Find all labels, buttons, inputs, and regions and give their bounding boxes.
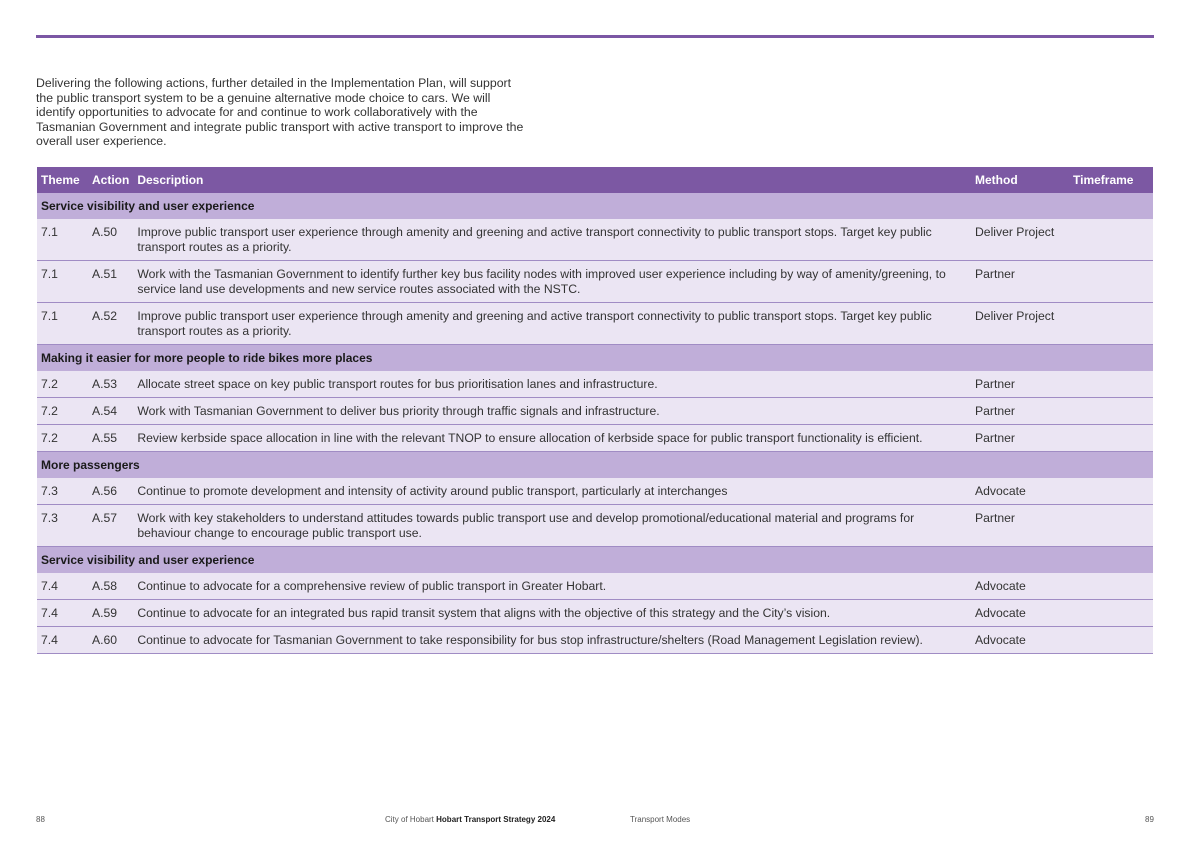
cell-action: A.56 xyxy=(88,478,133,505)
table-header-row xyxy=(37,167,1153,193)
table-row xyxy=(37,600,1153,627)
table-row xyxy=(37,219,1153,261)
intro-paragraph: Delivering the following actions, further detailed in the Implementation Plan, will support the public transport system to be a genuine alternative mode choice to cars. We will identify opportunities to advocate for and continue to work collaboratively with the Tasmanian Government and integrate public transport with active transport to improve the overall user experience. xyxy=(36,76,524,149)
cell-action: A.57 xyxy=(88,505,133,547)
cell-theme: 7.4 xyxy=(37,573,88,600)
table-row xyxy=(37,398,1153,425)
header-timeframe: Timeframe xyxy=(1069,167,1153,193)
cell-timeframe xyxy=(1069,600,1153,627)
cell-method: Deliver Project xyxy=(969,303,1069,345)
cell-description: Review kerbside space allocation in line with the relevant TNOP to ensure allocation of kerbside space for public transport functionality is efficient. xyxy=(133,425,969,452)
top-divider xyxy=(36,35,1154,38)
cell-method: Partner xyxy=(969,261,1069,303)
cell-action: A.55 xyxy=(88,425,133,452)
section-title: More passengers xyxy=(37,452,1153,479)
cell-method: Partner xyxy=(969,505,1069,547)
cell-timeframe xyxy=(1069,303,1153,345)
cell-method: Partner xyxy=(969,371,1069,398)
cell-theme: 7.4 xyxy=(37,600,88,627)
header-method: Method xyxy=(969,167,1069,193)
cell-theme: 7.2 xyxy=(37,398,88,425)
header-description: Description xyxy=(133,167,969,193)
table-row xyxy=(37,505,1153,547)
cell-theme: 7.1 xyxy=(37,303,88,345)
cell-action: A.52 xyxy=(88,303,133,345)
footer-document-title xyxy=(385,815,555,824)
cell-action: A.58 xyxy=(88,573,133,600)
header-action: Action xyxy=(88,167,133,193)
cell-method: Advocate xyxy=(969,627,1069,654)
cell-theme: 7.1 xyxy=(37,261,88,303)
cell-theme: 7.4 xyxy=(37,627,88,654)
cell-description: Continue to advocate for a comprehensive review of public transport in Greater Hobart. xyxy=(133,573,969,600)
cell-description: Work with key stakeholders to understand attitudes towards public transport use and develop promotional/educational material and programs for behaviour change to encourage public transport use. xyxy=(133,505,969,547)
cell-action: A.54 xyxy=(88,398,133,425)
table-row xyxy=(37,425,1153,452)
table-row xyxy=(37,371,1153,398)
section-title: Making it easier for more people to ride bikes more places xyxy=(37,345,1153,372)
cell-method: Partner xyxy=(969,425,1069,452)
table-body xyxy=(37,193,1153,654)
page-number-right: 89 xyxy=(1145,815,1154,824)
table-row xyxy=(37,627,1153,654)
cell-action: A.53 xyxy=(88,371,133,398)
actions-table xyxy=(37,167,1153,654)
cell-description: Improve public transport user experience through amenity and greening and active transport connectivity to public transport stops. Target key public transport routes as a priority. xyxy=(133,303,969,345)
cell-timeframe xyxy=(1069,261,1153,303)
cell-description: Continue to advocate for Tasmanian Government to take responsibility for bus stop infrastructure/shelters (Road Management Legislation review). xyxy=(133,627,969,654)
table-row xyxy=(37,573,1153,600)
cell-method: Advocate xyxy=(969,600,1069,627)
cell-description: Continue to promote development and intensity of activity around public transport, particularly at interchanges xyxy=(133,478,969,505)
section-title: Service visibility and user experience xyxy=(37,547,1153,574)
cell-description: Continue to advocate for an integrated bus rapid transit system that aligns with the objective of this strategy and the City’s vision. xyxy=(133,600,969,627)
cell-method: Partner xyxy=(969,398,1069,425)
table-row xyxy=(37,478,1153,505)
cell-timeframe xyxy=(1069,505,1153,547)
cell-action: A.59 xyxy=(88,600,133,627)
table-row xyxy=(37,303,1153,345)
footer-title: Hobart Transport Strategy 2024 xyxy=(436,815,556,824)
section-row xyxy=(37,452,1153,479)
cell-theme: 7.2 xyxy=(37,425,88,452)
cell-theme: 7.3 xyxy=(37,505,88,547)
cell-theme: 7.2 xyxy=(37,371,88,398)
cell-description: Work with the Tasmanian Government to identify further key bus facility nodes with improved user experience including by way of amenity/greening, to service land use developments and new service routes associated with the NSTC. xyxy=(133,261,969,303)
cell-timeframe xyxy=(1069,573,1153,600)
table-row xyxy=(37,261,1153,303)
cell-timeframe xyxy=(1069,371,1153,398)
section-row xyxy=(37,547,1153,574)
cell-action: A.51 xyxy=(88,261,133,303)
section-title: Service visibility and user experience xyxy=(37,193,1153,219)
page-number-left: 88 xyxy=(36,815,45,824)
cell-timeframe xyxy=(1069,478,1153,505)
cell-description: Work with Tasmanian Government to deliver bus priority through traffic signals and infrastructure. xyxy=(133,398,969,425)
cell-method: Deliver Project xyxy=(969,219,1069,261)
cell-timeframe xyxy=(1069,627,1153,654)
cell-method: Advocate xyxy=(969,573,1069,600)
cell-theme: 7.3 xyxy=(37,478,88,505)
header-theme: Theme xyxy=(37,167,88,193)
footer-section: Transport Modes xyxy=(630,815,691,824)
section-row xyxy=(37,345,1153,372)
cell-method: Advocate xyxy=(969,478,1069,505)
cell-description: Allocate street space on key public transport routes for bus prioritisation lanes and infrastructure. xyxy=(133,371,969,398)
cell-timeframe xyxy=(1069,425,1153,452)
footer-org: City of Hobart xyxy=(385,815,434,824)
cell-action: A.60 xyxy=(88,627,133,654)
cell-action: A.50 xyxy=(88,219,133,261)
cell-description: Improve public transport user experience through amenity and greening and active transport connectivity to public transport stops. Target key public transport routes as a priority. xyxy=(133,219,969,261)
cell-timeframe xyxy=(1069,398,1153,425)
section-row xyxy=(37,193,1153,219)
cell-theme: 7.1 xyxy=(37,219,88,261)
cell-timeframe xyxy=(1069,219,1153,261)
